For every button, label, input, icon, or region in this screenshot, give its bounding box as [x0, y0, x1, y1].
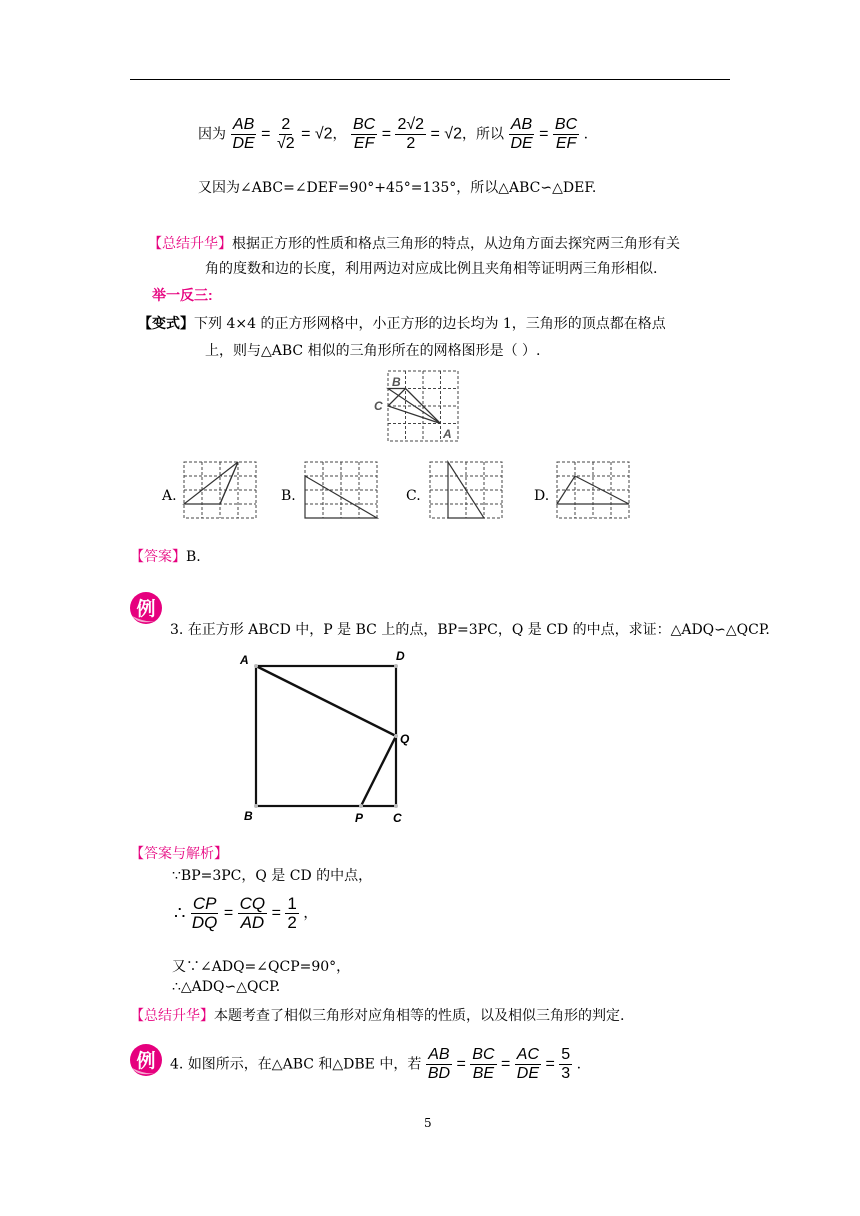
frac-bc-ef: $\frac{BC}{EF}$: [353, 116, 376, 152]
label-b: B: [392, 375, 401, 389]
option-d-label: D.: [534, 488, 550, 504]
reference-grid-figure: [370, 368, 465, 443]
frac-bc-ef-2: $\frac{BC}{EF}$: [554, 116, 578, 152]
example-badge-icon: [128, 590, 164, 626]
eq1-line: 因为 $\frac{AB}{DE}$ = $\frac{2}{√2}$ = √2， $\frac{BC}{EF}$ = $\frac{2√2}{2}$ = √2，所以 $\frac{AB}{DE}$ = $\frac{BC}{EF}$ .: [198, 116, 589, 152]
variant-line1: 【变式】下列 4×4 的正方形网格中，小正方形的边长均为 1，三角形的顶点都在格点: [138, 316, 666, 332]
analysis-line3: 又∵∠ADQ=∠QCP=90°，: [172, 959, 351, 975]
label-d: D: [396, 649, 405, 663]
label-p: P: [355, 811, 364, 825]
example-badge-icon: [128, 1042, 164, 1078]
summary1-line2: 角的度数和边的长度，利用两边对应成比例且夹角相等证明两三角形相似.: [205, 261, 658, 277]
answer1-line: 【答案】B.: [130, 548, 201, 565]
line2: 又因为∠ABC=∠DEF=90°+45°=135°，所以△ABC∽△DEF.: [198, 180, 597, 196]
analysis-line2: ∴ $\frac{CP}{DQ}$ = $\frac{CQ}{AD}$ = $\frac{1}{2}$ ，: [174, 894, 318, 932]
summary-tag: 【总结升华】: [148, 235, 232, 251]
example4-line: 4. 如图所示，在△ABC 和△DBE 中，若 $\frac{AB}{BD}$ = $\frac{BC}{BE}$ = $\frac{AC}{DE}$ = $\frac{5}{3}$ .: [170, 1046, 582, 1082]
analysis-line1: ∵BP=3PC，Q 是 CD 的中点，: [172, 868, 373, 884]
square-outline: [256, 666, 396, 806]
segment-aq: [256, 666, 396, 736]
svg-text:例: 例: [136, 1051, 156, 1072]
option-b-label: B.: [281, 488, 296, 504]
variant-line2: 上，则与△ABC 相似的三角形所在的网格图形是（ ）.: [205, 343, 541, 359]
option-c-label: C.: [406, 488, 421, 504]
label-q: Q: [400, 732, 410, 746]
label-a: A: [240, 653, 249, 667]
option-a-label: A.: [162, 488, 177, 504]
option-d-grid: [555, 460, 631, 520]
summary1-line1: 【总结升华】根据正方形的性质和格点三角形的特点，从边角方面去探究两三角形有关: [148, 235, 680, 252]
square-abcd-figure: [236, 646, 416, 826]
label-c: C: [393, 811, 402, 825]
variant-tag: 【变式】: [138, 316, 194, 332]
example3-line: 3. 在正方形 ABCD 中，P 是 BC 上的点，BP=3PC，Q 是 CD 的中点，求证：△ADQ∽△QCP.: [170, 622, 770, 638]
label-a: A: [443, 427, 452, 441]
svg-text:例: 例: [136, 599, 156, 620]
frac-2sqrt2-2: $\frac{2√2}{2}$: [397, 116, 425, 152]
segment-qp: [361, 736, 396, 806]
option-b-grid: [303, 460, 379, 520]
option-a-grid: [182, 460, 258, 520]
label-c: C: [374, 399, 383, 413]
label-b: B: [244, 809, 253, 823]
frac-ab-de-2: $\frac{AB}{DE}$: [510, 116, 533, 152]
frac-ab-de: $\frac{AB}{DE}$: [232, 116, 255, 152]
page-number: 5: [424, 1116, 432, 1130]
option-c-grid: [428, 460, 504, 520]
juyi-heading: 举一反三:: [152, 287, 213, 303]
summary-tag: 【总结升华】: [130, 1007, 214, 1023]
analysis-tag: 【答案与解析】: [130, 845, 228, 861]
header-rule: [130, 79, 730, 80]
answer-tag: 【答案】: [130, 548, 186, 564]
analysis-line4: ∴△ADQ∽△QCP.: [172, 979, 281, 995]
summary2-line: 【总结升华】本题考查了相似三角形对应角相等的性质，以及相似三角形的判定.: [130, 1007, 625, 1024]
frac-2-sqrt2: $\frac{2}{√2}$: [276, 116, 295, 152]
